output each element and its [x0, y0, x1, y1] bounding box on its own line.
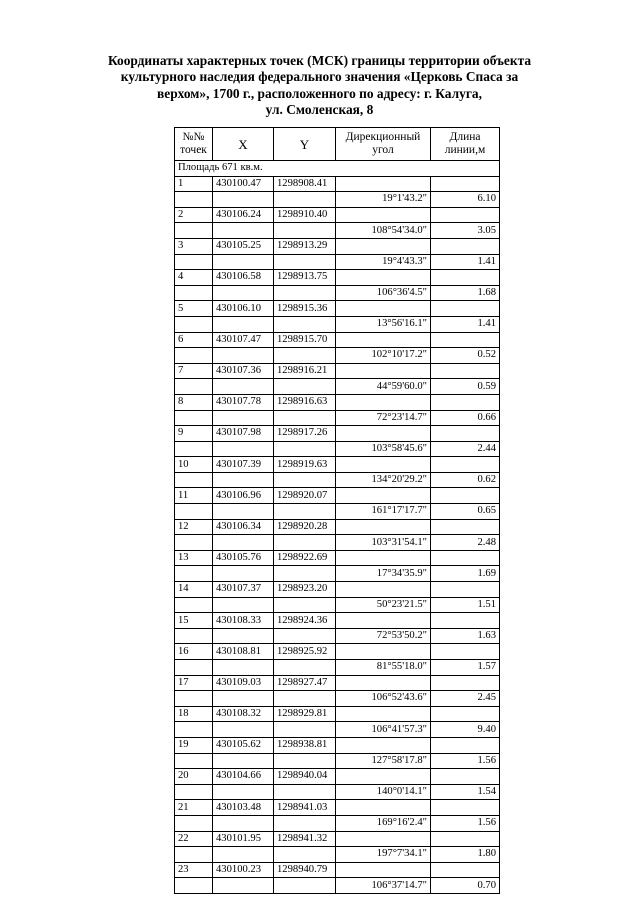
empty-cell — [175, 566, 213, 582]
point-number: 6 — [175, 332, 213, 348]
point-row — [175, 706, 500, 722]
empty-cell — [175, 847, 213, 863]
point-x: 430100.23 — [213, 862, 274, 878]
empty-cell — [175, 472, 213, 488]
empty-cell — [336, 613, 431, 629]
empty-cell — [175, 784, 213, 800]
empty-cell — [431, 176, 500, 192]
segment-length: 1.69 — [431, 566, 500, 582]
empty-cell — [336, 301, 431, 317]
empty-cell — [274, 379, 336, 395]
empty-cell — [213, 535, 274, 551]
empty-cell — [431, 644, 500, 660]
point-y: 1298910.40 — [274, 207, 336, 223]
header-point-number-line2: точек — [180, 144, 207, 156]
segment-row — [175, 691, 500, 707]
area-row — [175, 161, 500, 177]
point-y: 1298920.07 — [274, 488, 336, 504]
table-body — [175, 161, 500, 894]
empty-cell — [336, 582, 431, 598]
empty-cell — [175, 815, 213, 831]
empty-cell — [336, 769, 431, 785]
segment-row — [175, 192, 500, 208]
empty-cell — [431, 737, 500, 753]
empty-cell — [274, 847, 336, 863]
segment-length: 0.59 — [431, 379, 500, 395]
empty-cell — [336, 800, 431, 816]
empty-cell — [274, 815, 336, 831]
point-row — [175, 862, 500, 878]
segment-length: 1.51 — [431, 597, 500, 613]
segment-direction-angle: 134°20'29.2" — [336, 472, 431, 488]
point-x: 430107.39 — [213, 457, 274, 473]
segment-row — [175, 784, 500, 800]
segment-direction-angle: 81°55'18.0" — [336, 660, 431, 676]
point-y: 1298938.81 — [274, 737, 336, 753]
segment-direction-angle: 127°58'17.8" — [336, 753, 431, 769]
segment-length: 1.54 — [431, 784, 500, 800]
point-x: 430103.48 — [213, 800, 274, 816]
empty-cell — [336, 426, 431, 442]
empty-cell — [431, 582, 500, 598]
point-row — [175, 831, 500, 847]
empty-cell — [336, 394, 431, 410]
empty-cell — [336, 270, 431, 286]
empty-cell — [213, 348, 274, 364]
segment-length: 6.10 — [431, 192, 500, 208]
empty-cell — [431, 457, 500, 473]
point-number: 20 — [175, 769, 213, 785]
header-point-number-line1: №№ — [182, 131, 205, 143]
empty-cell — [336, 457, 431, 473]
empty-cell — [213, 691, 274, 707]
point-number: 4 — [175, 270, 213, 286]
empty-cell — [175, 254, 213, 270]
header-line-length-line2: линии,м — [444, 144, 486, 156]
point-y: 1298923.20 — [274, 582, 336, 598]
segment-row — [175, 660, 500, 676]
segment-length: 1.68 — [431, 285, 500, 301]
point-row — [175, 363, 500, 379]
point-number: 14 — [175, 582, 213, 598]
empty-cell — [213, 597, 274, 613]
empty-cell — [213, 223, 274, 239]
point-x: 430100.47 — [213, 176, 274, 192]
empty-cell — [175, 722, 213, 738]
segment-row — [175, 379, 500, 395]
point-x: 430101.95 — [213, 831, 274, 847]
empty-cell — [431, 550, 500, 566]
segment-direction-angle: 140°0'14.1" — [336, 784, 431, 800]
empty-cell — [274, 285, 336, 301]
segment-length: 1.41 — [431, 316, 500, 332]
segment-row — [175, 316, 500, 332]
area-label: Площадь 671 кв.м. — [175, 161, 500, 177]
segment-length: 0.70 — [431, 878, 500, 894]
point-row — [175, 238, 500, 254]
point-row — [175, 301, 500, 317]
point-y: 1298915.36 — [274, 301, 336, 317]
point-x: 430107.47 — [213, 332, 274, 348]
empty-cell — [336, 238, 431, 254]
empty-cell — [431, 613, 500, 629]
point-row — [175, 394, 500, 410]
empty-cell — [274, 441, 336, 457]
segment-direction-angle: 197°7'34.1" — [336, 847, 431, 863]
point-y: 1298940.79 — [274, 862, 336, 878]
segment-row — [175, 535, 500, 551]
point-number: 13 — [175, 550, 213, 566]
header-point-number — [175, 128, 213, 161]
point-x: 430108.33 — [213, 613, 274, 629]
segment-length: 9.40 — [431, 722, 500, 738]
point-x: 430106.10 — [213, 301, 274, 317]
empty-cell — [175, 504, 213, 520]
empty-cell — [274, 504, 336, 520]
segment-row — [175, 628, 500, 644]
segment-direction-angle: 161°17'17.7" — [336, 504, 431, 520]
point-number: 23 — [175, 862, 213, 878]
segment-direction-angle: 106°37'14.7" — [336, 878, 431, 894]
point-row — [175, 582, 500, 598]
segment-direction-angle: 102°10'17.2" — [336, 348, 431, 364]
segment-direction-angle: 103°58'45.6" — [336, 441, 431, 457]
point-x: 430107.78 — [213, 394, 274, 410]
point-row — [175, 737, 500, 753]
empty-cell — [274, 472, 336, 488]
empty-cell — [213, 784, 274, 800]
point-row — [175, 644, 500, 660]
segment-length: 2.44 — [431, 441, 500, 457]
segment-row — [175, 285, 500, 301]
empty-cell — [431, 332, 500, 348]
segment-length: 2.48 — [431, 535, 500, 551]
point-number: 2 — [175, 207, 213, 223]
empty-cell — [213, 441, 274, 457]
point-row — [175, 426, 500, 442]
empty-cell — [175, 223, 213, 239]
point-x: 430107.98 — [213, 426, 274, 442]
segment-length: 1.56 — [431, 753, 500, 769]
empty-cell — [175, 285, 213, 301]
header-line-length — [431, 128, 500, 161]
point-y: 1298916.63 — [274, 394, 336, 410]
point-y: 1298929.81 — [274, 706, 336, 722]
point-number: 15 — [175, 613, 213, 629]
empty-cell — [175, 192, 213, 208]
segment-row — [175, 441, 500, 457]
empty-cell — [274, 192, 336, 208]
empty-cell — [431, 301, 500, 317]
segment-length: 3.05 — [431, 223, 500, 239]
empty-cell — [431, 862, 500, 878]
empty-cell — [336, 176, 431, 192]
segment-direction-angle: 19°4'43.3" — [336, 254, 431, 270]
empty-cell — [213, 722, 274, 738]
segment-length: 1.57 — [431, 660, 500, 676]
point-number: 1 — [175, 176, 213, 192]
empty-cell — [431, 270, 500, 286]
empty-cell — [336, 519, 431, 535]
segment-row — [175, 597, 500, 613]
empty-cell — [175, 660, 213, 676]
empty-cell — [336, 862, 431, 878]
empty-cell — [336, 550, 431, 566]
point-number: 11 — [175, 488, 213, 504]
title-line-4: ул. Смоленская, 8 — [265, 101, 374, 117]
segment-length: 0.66 — [431, 410, 500, 426]
segment-length: 2.45 — [431, 691, 500, 707]
empty-cell — [431, 675, 500, 691]
point-number: 17 — [175, 675, 213, 691]
empty-cell — [213, 504, 274, 520]
empty-cell — [175, 597, 213, 613]
segment-direction-angle: 106°52'43.6" — [336, 691, 431, 707]
empty-cell — [274, 348, 336, 364]
empty-cell — [274, 566, 336, 582]
point-row — [175, 457, 500, 473]
segment-direction-angle: 19°1'43.2" — [336, 192, 431, 208]
empty-cell — [213, 192, 274, 208]
empty-cell — [175, 535, 213, 551]
point-x: 430104.66 — [213, 769, 274, 785]
point-x: 430105.76 — [213, 550, 274, 566]
point-number: 22 — [175, 831, 213, 847]
empty-cell — [431, 363, 500, 379]
empty-cell — [274, 722, 336, 738]
title-line-2: культурного наследия федерального значения «Церковь Спаса за — [120, 69, 519, 85]
empty-cell — [213, 815, 274, 831]
empty-cell — [274, 535, 336, 551]
point-row — [175, 613, 500, 629]
point-row — [175, 270, 500, 286]
empty-cell — [274, 660, 336, 676]
empty-cell — [274, 691, 336, 707]
segment-row — [175, 847, 500, 863]
point-number: 7 — [175, 363, 213, 379]
empty-cell — [336, 644, 431, 660]
segment-length: 1.63 — [431, 628, 500, 644]
point-row — [175, 176, 500, 192]
empty-cell — [431, 706, 500, 722]
segment-direction-angle: 72°53'50.2" — [336, 628, 431, 644]
empty-cell — [431, 207, 500, 223]
empty-cell — [213, 410, 274, 426]
point-row — [175, 332, 500, 348]
point-y: 1298908.41 — [274, 176, 336, 192]
point-y: 1298927.47 — [274, 675, 336, 691]
point-y: 1298922.69 — [274, 550, 336, 566]
segment-length: 0.52 — [431, 348, 500, 364]
point-number: 18 — [175, 706, 213, 722]
point-row — [175, 550, 500, 566]
header-x: X — [213, 128, 274, 161]
header-direction-angle — [336, 128, 431, 161]
empty-cell — [175, 878, 213, 894]
segment-row — [175, 223, 500, 239]
empty-cell — [175, 410, 213, 426]
title-line-3: верхом», 1700 г., расположенного по адресу: г. Калуга, — [157, 85, 482, 101]
empty-cell — [274, 597, 336, 613]
point-number: 9 — [175, 426, 213, 442]
segment-direction-angle: 72°23'14.7" — [336, 410, 431, 426]
empty-cell — [431, 488, 500, 504]
point-y: 1298913.75 — [274, 270, 336, 286]
segment-direction-angle: 169°16'2.4" — [336, 815, 431, 831]
empty-cell — [175, 348, 213, 364]
header-direction-angle-line2: угол — [372, 144, 394, 156]
point-y: 1298919.63 — [274, 457, 336, 473]
point-y: 1298915.70 — [274, 332, 336, 348]
empty-cell — [213, 285, 274, 301]
segment-direction-angle: 13°56'16.1" — [336, 316, 431, 332]
point-x: 430106.96 — [213, 488, 274, 504]
empty-cell — [175, 441, 213, 457]
empty-cell — [274, 784, 336, 800]
empty-cell — [274, 753, 336, 769]
empty-cell — [213, 472, 274, 488]
segment-row — [175, 753, 500, 769]
segment-row — [175, 410, 500, 426]
point-y: 1298916.21 — [274, 363, 336, 379]
point-x: 430105.62 — [213, 737, 274, 753]
empty-cell — [175, 316, 213, 332]
point-y: 1298941.03 — [274, 800, 336, 816]
point-number: 5 — [175, 301, 213, 317]
point-y: 1298917.26 — [274, 426, 336, 442]
point-x: 430106.34 — [213, 519, 274, 535]
empty-cell — [274, 628, 336, 644]
empty-cell — [431, 238, 500, 254]
point-x: 430106.24 — [213, 207, 274, 223]
segment-length: 0.65 — [431, 504, 500, 520]
empty-cell — [175, 691, 213, 707]
empty-cell — [431, 394, 500, 410]
point-row — [175, 488, 500, 504]
table-header — [175, 128, 500, 161]
empty-cell — [213, 379, 274, 395]
empty-cell — [213, 628, 274, 644]
point-row — [175, 800, 500, 816]
segment-row — [175, 348, 500, 364]
document-title — [60, 53, 579, 118]
point-number: 12 — [175, 519, 213, 535]
empty-cell — [431, 519, 500, 535]
empty-cell — [213, 847, 274, 863]
segment-direction-angle: 106°36'4.5" — [336, 285, 431, 301]
point-x: 430105.25 — [213, 238, 274, 254]
empty-cell — [336, 675, 431, 691]
empty-cell — [274, 254, 336, 270]
point-x: 430106.58 — [213, 270, 274, 286]
header-direction-angle-line1: Дирекционный — [345, 131, 421, 143]
title-line-1: Координаты характерных точек (МСК) границы территории объекта — [107, 53, 532, 68]
segment-row — [175, 815, 500, 831]
segment-row — [175, 878, 500, 894]
segment-direction-angle: 106°41'57.3" — [336, 722, 431, 738]
empty-cell — [213, 254, 274, 270]
empty-cell — [213, 878, 274, 894]
point-y: 1298940.04 — [274, 769, 336, 785]
segment-row — [175, 504, 500, 520]
empty-cell — [213, 316, 274, 332]
point-x: 430107.36 — [213, 363, 274, 379]
empty-cell — [336, 332, 431, 348]
point-y: 1298924.36 — [274, 613, 336, 629]
segment-direction-angle: 103°31'54.1" — [336, 535, 431, 551]
point-x: 430109.03 — [213, 675, 274, 691]
point-x: 430108.32 — [213, 706, 274, 722]
segment-row — [175, 566, 500, 582]
point-number: 8 — [175, 394, 213, 410]
point-row — [175, 769, 500, 785]
empty-cell — [336, 737, 431, 753]
empty-cell — [274, 316, 336, 332]
empty-cell — [336, 488, 431, 504]
segment-row — [175, 722, 500, 738]
empty-cell — [175, 753, 213, 769]
empty-cell — [431, 800, 500, 816]
empty-cell — [175, 628, 213, 644]
empty-cell — [274, 878, 336, 894]
empty-cell — [274, 223, 336, 239]
empty-cell — [213, 566, 274, 582]
empty-cell — [431, 769, 500, 785]
coordinates-table — [174, 127, 500, 894]
header-line-length-line1: Длина — [449, 131, 481, 143]
segment-row — [175, 472, 500, 488]
point-y: 1298913.29 — [274, 238, 336, 254]
point-number: 19 — [175, 737, 213, 753]
point-x: 430108.81 — [213, 644, 274, 660]
empty-cell — [213, 660, 274, 676]
point-y: 1298941.32 — [274, 831, 336, 847]
empty-cell — [336, 706, 431, 722]
empty-cell — [175, 379, 213, 395]
point-row — [175, 207, 500, 223]
segment-length: 1.56 — [431, 815, 500, 831]
segment-length: 0.62 — [431, 472, 500, 488]
segment-length: 1.80 — [431, 847, 500, 863]
segment-row — [175, 254, 500, 270]
point-number: 10 — [175, 457, 213, 473]
point-x: 430107.37 — [213, 582, 274, 598]
segment-direction-angle: 44°59'60.0" — [336, 379, 431, 395]
empty-cell — [431, 426, 500, 442]
empty-cell — [274, 410, 336, 426]
empty-cell — [336, 831, 431, 847]
point-y: 1298925.92 — [274, 644, 336, 660]
segment-direction-angle: 50°23'21.5" — [336, 597, 431, 613]
point-number: 21 — [175, 800, 213, 816]
segment-length: 1.41 — [431, 254, 500, 270]
empty-cell — [431, 831, 500, 847]
point-row — [175, 519, 500, 535]
segment-direction-angle: 17°34'35.9" — [336, 566, 431, 582]
point-number: 16 — [175, 644, 213, 660]
point-y: 1298920.28 — [274, 519, 336, 535]
segment-direction-angle: 108°54'34.0" — [336, 223, 431, 239]
point-row — [175, 675, 500, 691]
empty-cell — [213, 753, 274, 769]
point-number: 3 — [175, 238, 213, 254]
header-y: Y — [274, 128, 336, 161]
empty-cell — [336, 363, 431, 379]
empty-cell — [336, 207, 431, 223]
